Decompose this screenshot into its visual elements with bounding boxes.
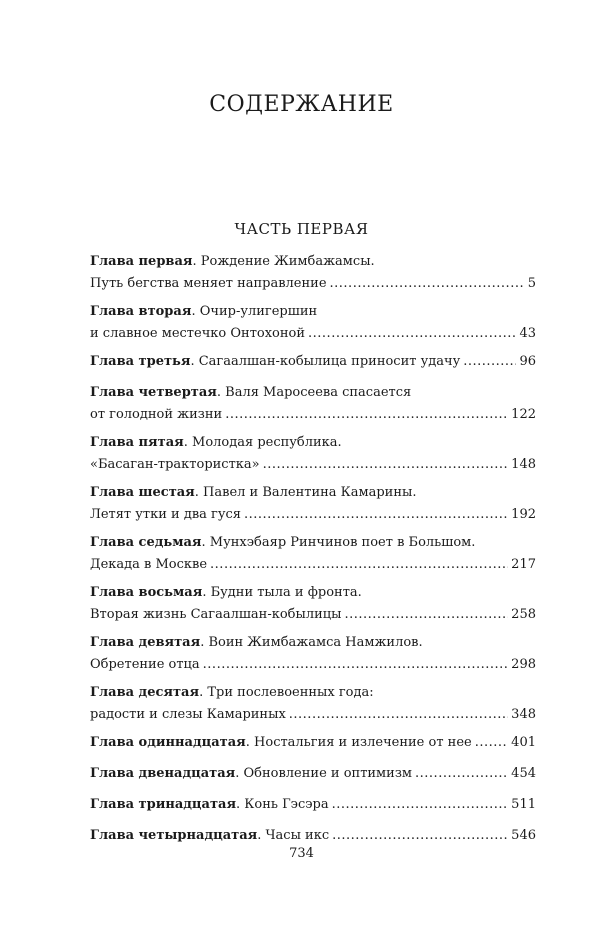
chapter-title: . Будни тыла и фронта. [202, 585, 362, 600]
chapter-title: . Сагаалшан-кобылица приносит удачу [190, 354, 461, 369]
entry-text [90, 825, 329, 847]
chapter-subtitle: «Басаган-трактористка» [90, 457, 260, 472]
chapter-label: Глава четвертая [90, 385, 217, 400]
dot-leader [308, 323, 516, 345]
entry-first-line [90, 432, 536, 454]
entry-second-line [90, 504, 536, 526]
chapter-title: . Ностальгия и излечение от нее [245, 735, 472, 750]
entry-text [90, 763, 412, 785]
dot-leader [463, 351, 516, 373]
page-ref: 298 [511, 657, 536, 672]
dot-leader [263, 454, 509, 476]
page-ref: 546 [511, 828, 536, 843]
entry-line [90, 732, 536, 754]
toc-entry [90, 763, 536, 785]
chapter-label: Глава седьмая [90, 535, 202, 550]
toc-entry [90, 582, 536, 626]
page-ref: 122 [511, 407, 536, 422]
page-ref: 401 [511, 735, 536, 750]
dot-leader [210, 554, 508, 576]
chapter-title: . Конь Гэсэра [236, 797, 329, 812]
dot-leader [330, 273, 525, 295]
part-heading: ЧАСТЬ ПЕРВАЯ [234, 220, 369, 238]
chapter-title: . Три послевоенных года: [199, 685, 374, 700]
toc-entry [90, 825, 536, 847]
toc-entry [90, 351, 536, 373]
chapter-label: Глава двенадцатая [90, 766, 236, 781]
entry-second-line [90, 454, 536, 476]
entry-first-line [90, 532, 536, 554]
toc-entry [90, 732, 536, 754]
chapter-title: . Молодая республика. [183, 435, 342, 450]
chapter-label: Глава одиннадцатая [90, 735, 246, 750]
entry-second-line [90, 654, 536, 676]
entry-first-line [90, 582, 536, 604]
toc-entry [90, 432, 536, 476]
entry-line [90, 351, 536, 373]
dot-leader [415, 763, 508, 785]
entry-first-line [90, 632, 536, 654]
chapter-title: . Мунхэбаяр Ринчинов поет в Большом. [201, 535, 476, 550]
chapter-label: Глава десятая [90, 685, 200, 700]
entry-second-line [90, 704, 536, 726]
toc-entry [90, 682, 536, 726]
chapter-title: . Воин Жимбажамса Намжилов. [200, 635, 423, 650]
chapter-label: Глава первая [90, 254, 193, 269]
toc-entry [90, 301, 536, 345]
page-ref: 217 [511, 557, 536, 572]
page-ref: 454 [511, 766, 536, 781]
page-ref: 348 [511, 707, 536, 722]
chapter-title: . Часы икс [257, 828, 330, 843]
chapter-subtitle: Обретение отца [90, 657, 200, 672]
entry-line [90, 794, 536, 816]
chapter-subtitle: Летят утки и два гуся [90, 507, 241, 522]
chapter-title: . Очир-улигершин [191, 304, 318, 319]
chapter-label: Глава пятая [90, 435, 184, 450]
entry-second-line [90, 554, 536, 576]
entry-second-line [90, 404, 536, 426]
toc-entry [90, 382, 536, 426]
chapter-subtitle: Декада в Москве [90, 557, 208, 572]
table-of-contents [90, 251, 536, 856]
chapter-title: . Павел и Валентина Камарины. [194, 485, 417, 500]
entry-first-line [90, 251, 536, 273]
entry-second-line [90, 273, 536, 295]
entry-first-line [90, 482, 536, 504]
dot-leader [344, 604, 508, 626]
entry-second-line [90, 323, 536, 345]
dot-leader [332, 825, 508, 847]
page-ref: 258 [511, 607, 536, 622]
entry-line [90, 825, 536, 847]
chapter-label: Глава восьмая [90, 585, 203, 600]
page-ref: 43 [519, 326, 536, 341]
dot-leader [203, 654, 509, 676]
chapter-subtitle: Путь бегства меняет направление [90, 276, 327, 291]
chapter-subtitle: радости и слезы Камариных [90, 707, 286, 722]
chapter-title: . Обновление и оптимизм [235, 766, 413, 781]
chapter-label: Глава третья [90, 354, 191, 369]
entry-second-line [90, 604, 536, 626]
dot-leader [244, 504, 508, 526]
chapter-label: Глава девятая [90, 635, 201, 650]
chapter-title: . Валя Маросеева спасается [216, 385, 412, 400]
chapter-label: Глава тринадцатая [90, 797, 237, 812]
page-number: 734 [289, 846, 314, 861]
dot-leader [475, 732, 508, 754]
entry-text [90, 351, 460, 373]
chapter-title: . Рождение Жимбажамсы. [192, 254, 375, 269]
toc-entry [90, 482, 536, 526]
toc-entry [90, 632, 536, 676]
chapter-label: Глава шестая [90, 485, 195, 500]
entry-text [90, 732, 472, 754]
page-ref: 5 [527, 276, 536, 291]
entry-text [90, 794, 329, 816]
page-ref: 192 [511, 507, 536, 522]
toc-entry [90, 251, 536, 295]
chapter-subtitle: от голодной жизни [90, 407, 223, 422]
page-ref: 511 [511, 797, 536, 812]
chapter-subtitle: и славное местечко Онтохоной [90, 326, 306, 341]
page-ref: 148 [511, 457, 536, 472]
toc-entry [90, 794, 536, 816]
entry-first-line [90, 382, 536, 404]
page-title: СОДЕРЖАНИЕ [209, 92, 394, 117]
chapter-label: Глава вторая [90, 304, 192, 319]
chapter-subtitle: Вторая жизнь Сагаалшан-кобылицы [90, 607, 342, 622]
page-ref: 96 [519, 354, 536, 369]
entry-first-line [90, 301, 536, 323]
entry-first-line [90, 682, 536, 704]
chapter-label: Глава четырнадцатая [90, 828, 258, 843]
dot-leader [289, 704, 508, 726]
dot-leader [332, 794, 509, 816]
entry-line [90, 763, 536, 785]
dot-leader [225, 404, 508, 426]
toc-entry [90, 532, 536, 576]
